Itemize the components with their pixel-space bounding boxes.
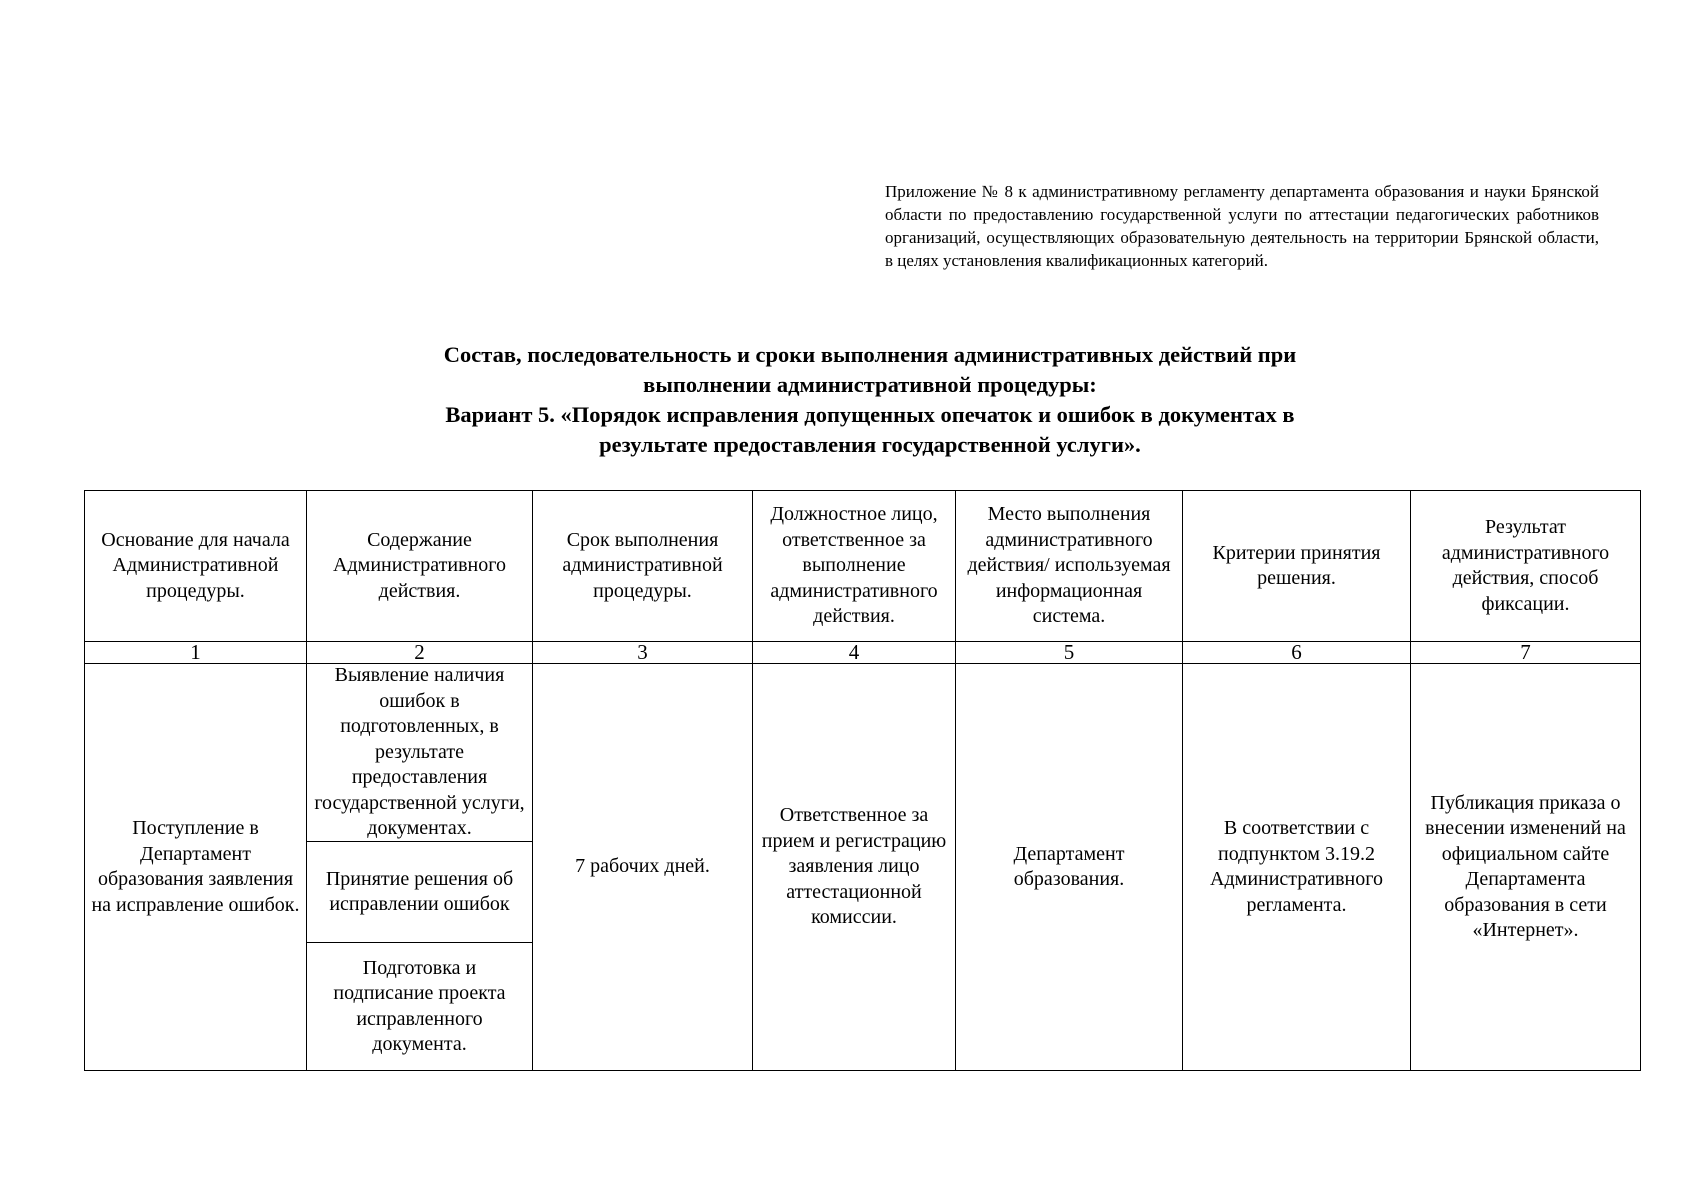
header-criteria: Критерии принятия решения. [1183,491,1411,642]
title-line-1: Состав, последовательность и сроки выполнения административных действий при [443,342,1297,367]
column-number: 2 [307,642,533,664]
header-term: Срок выполнения административной процедуры. [533,491,753,642]
document-title [380,340,1360,460]
appendix-note: Приложение № 8 к административному регламенту департамента образования и науки Брянской области по предоставлению государственной услуги по аттестации педагогических работников организаций, осуществляющих образовательную деятельность на территории Брянской области, в целях установления квалификационных категорий. [885,182,1599,270]
cell-term: 7 рабочих дней. [533,664,753,1071]
title-line-4: результате предоставления государственной услуги». [599,432,1141,457]
cell-basis: Поступление в Департамент образования заявления на исправление ошибок. [85,664,307,1071]
header-row [85,491,1641,642]
title-line-2: выполнении административной процедуры: [643,372,1097,397]
header-place: Место выполнения административного действия/ используемая информационная система. [956,491,1183,642]
header-basis: Основание для начала Административной процедуры. [85,491,307,642]
cell-criteria: В соответствии с подпунктом 3.19.2 Административного регламента. [1183,664,1411,1071]
title-line-3: Вариант 5. «Порядок исправления допущенных опечаток и ошибок в документах в [445,402,1295,427]
column-number: 3 [533,642,753,664]
cell-place: Департамент образования. [956,664,1183,1071]
action-item [307,841,532,942]
column-number: 1 [85,642,307,664]
table-row [85,664,1641,1071]
procedure-table [84,490,1641,1071]
action-item-text: Выявление наличия ошибок в подготовленных, в результате предоставления государственной услуги, документах. [314,664,525,840]
column-number: 7 [1411,642,1641,664]
column-number-row [85,642,1641,664]
cell-actions [307,664,533,1071]
action-item [307,664,532,841]
action-item-text: Подготовка и подписание проекта исправленного документа. [333,956,506,1055]
column-number: 4 [753,642,956,664]
action-item [307,942,532,1070]
column-number: 5 [956,642,1183,664]
header-official: Должностное лицо, ответственное за выполнение административного действия. [753,491,956,642]
column-number: 6 [1183,642,1411,664]
cell-result: Публикация приказа о внесении изменений на официальном сайте Департамента образования в сети «Интернет». [1411,664,1641,1071]
action-item-text: Принятие решения об исправлении ошибок [325,867,514,915]
header-action-content: Содержание Административного действия. [307,491,533,642]
cell-official: Ответственное за прием и регистрацию заявления лицо аттестационной комиссии. [753,664,956,1071]
header-result: Результат административного действия, способ фиксации. [1411,491,1641,642]
